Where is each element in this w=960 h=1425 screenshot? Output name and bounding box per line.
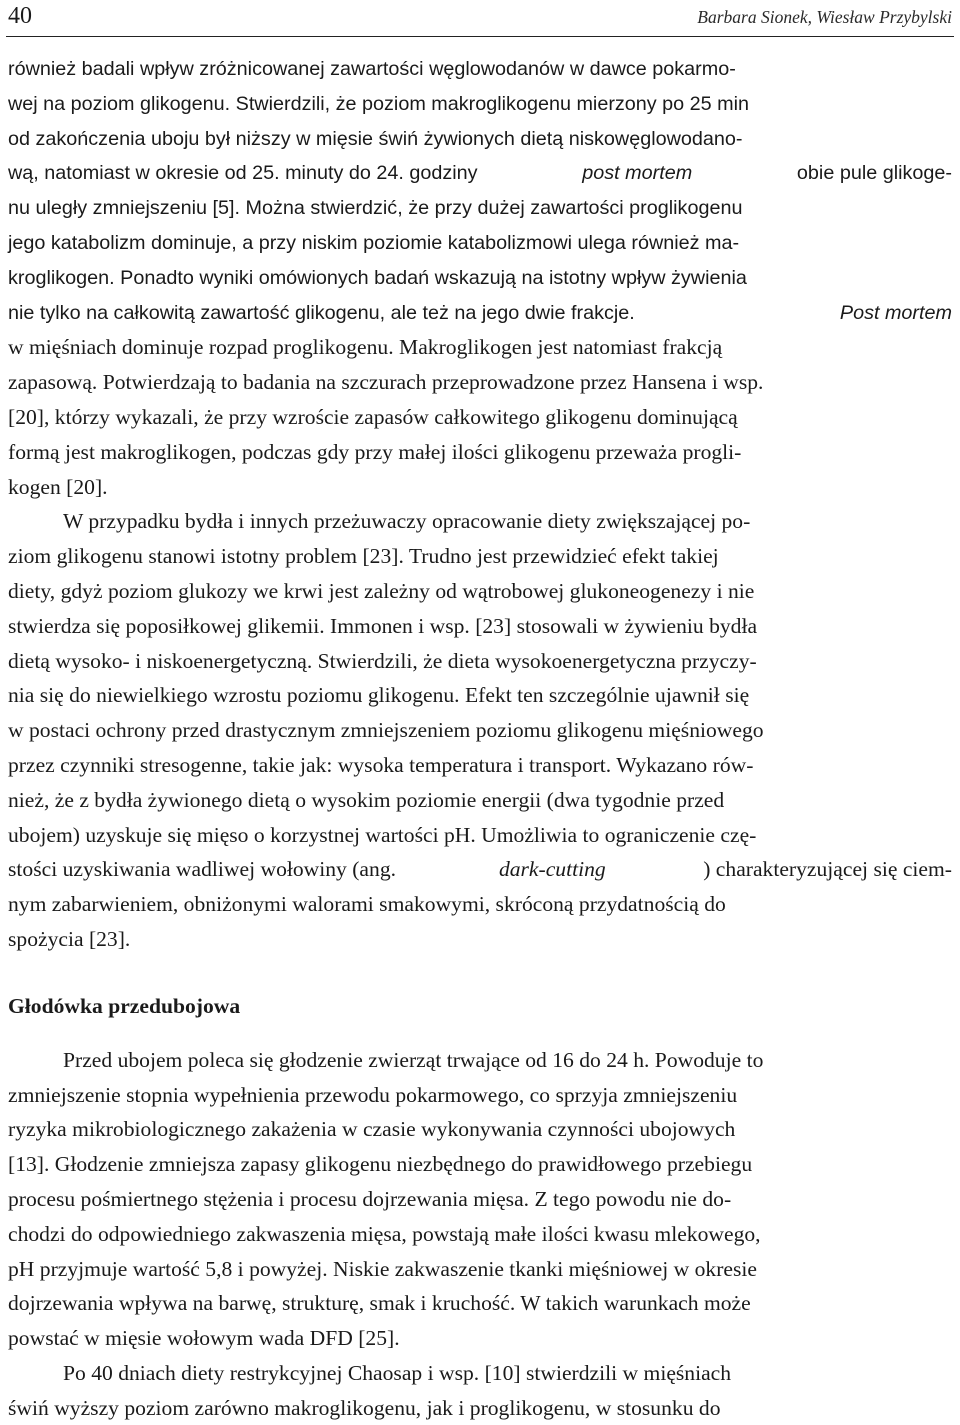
text-line <box>8 226 952 261</box>
text-line <box>8 644 952 679</box>
text-line <box>8 52 952 87</box>
text-segment: chodzi do odpowiedniego zakwaszenia mięsa, powstają małe ilości kwasu mlekowego, <box>8 1221 761 1246</box>
text-line <box>8 922 952 957</box>
body-text <box>8 52 952 1425</box>
text-line <box>8 1112 952 1147</box>
text-line <box>8 1252 952 1287</box>
text-line <box>8 400 952 435</box>
text-segment: W przypadku bydła i innych przeżuwaczy opracowanie diety zwiększającej po- <box>63 509 751 534</box>
header-authors: Barbara Sionek, Wiesław Przybylski <box>697 7 952 27</box>
paragraph <box>8 1043 952 1356</box>
text-line <box>8 191 952 226</box>
text-line <box>8 261 952 296</box>
text-segment: diety, gdyż poziom glukozy we krwi jest zależny od wątrobowej glukoneogenezy i nie <box>8 578 755 603</box>
text-segment: formą jest makroglikogen, podczas gdy przy małej ilości glikogenu przeważa progli- <box>8 439 742 464</box>
paragraph <box>8 52 952 504</box>
text-segment: Przed ubojem poleca się głodzenie zwierząt trwające od 16 do 24 h. Powoduje to <box>63 1047 764 1072</box>
text-line <box>8 609 952 644</box>
text-line <box>8 887 952 922</box>
text-segment: kroglikogen. Ponadto wyniki omówionych badań wskazują na istotny wpływ żywienia <box>8 266 747 289</box>
page-number: 40 <box>8 3 32 29</box>
text-segment: wą, natomiast w okresie od 25. minuty do 24. godziny <box>8 162 478 185</box>
text-segment: w postaci ochrony przed drastycznym zmniejszeniem poziomu glikogenu mięśniowego <box>8 718 764 743</box>
text-line <box>8 1078 952 1113</box>
section-spacer <box>8 957 952 987</box>
text-line <box>8 435 952 470</box>
text-line <box>8 1391 952 1425</box>
text-line <box>8 330 952 365</box>
text-line <box>8 470 952 505</box>
text-line <box>8 1043 952 1078</box>
text-segment: procesu pośmiertnego stężenia i procesu dojrzewania mięsa. Z tego powodu nie do- <box>8 1186 732 1211</box>
text-segment: również badali wpływ zróżnicowanej zawartości węglowodanów w dawce pokarmo- <box>8 58 736 80</box>
text-segment: ) charakteryzującej się ciem- <box>703 857 952 882</box>
paragraph <box>8 504 952 956</box>
text-segment: stwierdza się poposiłkowej glikemii. Immonen i wsp. [23] stosowali w żywieniu bydła <box>8 613 758 638</box>
text-line <box>8 852 952 887</box>
paragraph-group-intro <box>8 52 952 957</box>
text-segment: spożycia [23]. <box>8 926 131 951</box>
text-segment: [20], którzy wykazali, że przy wzroście zapasów całkowitego glikogenu dominującą <box>8 404 738 429</box>
text-line <box>8 156 952 191</box>
text-line <box>8 504 952 539</box>
text-segment: powstać w mięsie wołowym wada DFD [25]. <box>8 1326 400 1351</box>
text-segment: pH przyjmuje wartość 5,8 i powyżej. Niskie zakwaszenie tkanki mięśniowej w okresie <box>8 1256 757 1281</box>
text-segment: [13]. Głodzenie zmniejsza zapasy glikogenu niezbędnego do prawidłowego przebiegu <box>8 1152 753 1177</box>
text-line <box>8 574 952 609</box>
text-segment: dojrzewania wpływa na barwę, strukturę, smak i kruchość. W takich warunkach może <box>8 1291 751 1316</box>
paragraph-group-section <box>8 1043 952 1425</box>
text-segment: kogen [20]. <box>8 474 108 499</box>
text-line <box>8 713 952 748</box>
text-segment: obie pule glikoge- <box>796 162 952 185</box>
text-line <box>8 1182 952 1217</box>
text-segment: jego katabolizm dominuje, a przy niskim poziomie katabolizmowi ulega również ma- <box>8 231 740 254</box>
text-segment: Po 40 dniach diety restrykcyjnej Chaosap i wsp. [10] stwierdzili w mięśniach <box>63 1360 732 1385</box>
text-segment: dietą wysoko- i niskoenergetyczną. Stwierdzili, że dieta wysokoenergetyczna przyczy- <box>8 648 757 673</box>
text-segment: zapasową. Potwierdzają to badania na szczurach przeprowadzone przez Hansena i wsp. <box>8 370 764 395</box>
italic-term: dark-cutting <box>498 857 606 882</box>
text-segment: ziom glikogenu stanowi istotny problem [23]. Trudno jest przewidzieć efekt takiej <box>8 544 719 569</box>
text-line <box>8 1217 952 1252</box>
italic-term: post mortem <box>582 162 693 185</box>
text-segment: w mięśniach dominuje rozpad proglikogenu. Makroglikogen jest natomiast frakcją <box>8 335 723 360</box>
text-segment: nież, że z bydła żywionego dietą o wysokim poziomie energii (dwa tygodnie przed <box>8 787 725 812</box>
text-segment: ryzyka mikrobiologicznego zakażenia w czasie wykonywania czynności ubojowych <box>8 1117 736 1142</box>
text-segment: zmniejszenie stopnia wypełnienia przewodu pokarmowego, co sprzyja zmniejszeniu <box>8 1082 738 1107</box>
text-line <box>8 783 952 818</box>
text-line <box>8 1321 952 1356</box>
running-header <box>6 0 954 37</box>
text-segment: nym zabarwieniem, obniżonymi walorami smakowymi, skróconą przydatnością do <box>8 892 726 917</box>
text-line <box>8 1147 952 1182</box>
text-line <box>8 1286 952 1321</box>
text-line <box>8 678 952 713</box>
section-heading: Głodówka przedubojowa <box>8 993 241 1018</box>
text-segment: nia się do niewielkiego wzrostu poziomu glikogenu. Efekt ten szczególnie ujawnił się <box>8 683 750 708</box>
text-line <box>8 122 952 157</box>
text-line <box>8 365 952 400</box>
text-segment: wej na poziom glikogenu. Stwierdzili, że poziom makroglikogenu mierzony po 25 min <box>8 92 750 115</box>
text-segment: nie tylko na całkowitą zawartość glikogenu, ale też na jego dwie frakcje. <box>8 301 635 324</box>
text-line <box>8 1356 952 1391</box>
text-segment: od zakończenia uboju był niższy w mięsie świń żywionych dietą niskowęglowodano- <box>8 127 743 150</box>
text-segment: świń wyższy poziom zarówno makroglikogenu, jak i proglikogenu, w stosunku do <box>8 1395 721 1420</box>
text-line <box>8 818 952 853</box>
text-line <box>8 539 952 574</box>
text-segment: przez czynniki stresogenne, takie jak: wysoka temperatura i transport. Wykazano rów- <box>8 752 754 777</box>
italic-term: Post mortem <box>839 301 952 324</box>
text-line <box>8 748 952 783</box>
paragraph <box>8 1356 952 1425</box>
text-segment: stości uzyskiwania wadliwej wołowiny (ang. <box>8 857 397 882</box>
text-line <box>8 296 952 331</box>
heading-spacer <box>8 1023 952 1043</box>
text-segment: nu uległy zmniejszeniu [5]. Można stwierdzić, że przy dużej zawartości proglikogenu <box>8 197 743 220</box>
text-segment: ubojem) uzyskuje się mięso o korzystnej wartości pH. Umożliwia to ograniczenie czę- <box>8 822 757 847</box>
text-line <box>8 87 952 122</box>
